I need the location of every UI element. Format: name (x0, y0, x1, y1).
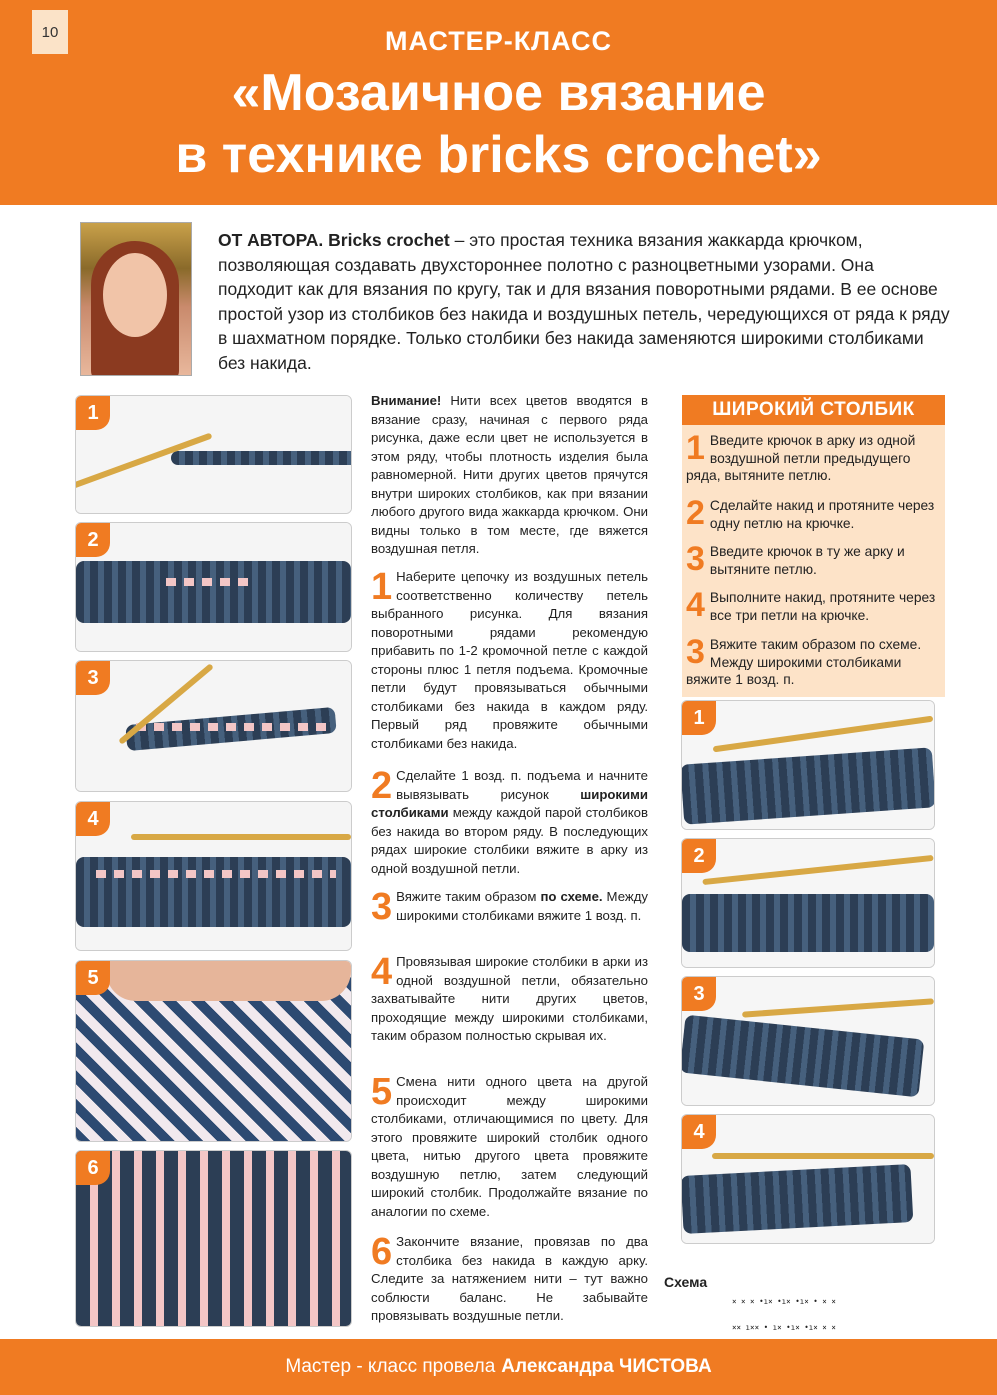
step-text: Наберите цепочку из воздушных петель соответственно количеству петель выбранного рисунка. Для вязания поворотными рядами рекомендую прибавить по 1-2 кромочной петле с каждой стороны плюс 1 петля подъема. Кромочные петли будут провязываться обычными столбиками без накида в каждом ряду. Первый ряд провяжите обычными столбиками без накида. (371, 569, 648, 751)
step-number: 1 (686, 429, 705, 467)
photo-number: 6 (76, 1151, 110, 1185)
schema-label: Схема (664, 1274, 708, 1290)
attention-note (371, 392, 648, 559)
photo-number: 2 (682, 839, 716, 873)
page-title (0, 62, 997, 186)
photo-number: 3 (682, 977, 716, 1011)
step-text-pre: Сделайте 1 возд. п. подъема и начните вывязывать рисунок (396, 768, 648, 802)
step-2 (371, 767, 648, 878)
step-photo-6 (75, 1150, 352, 1327)
step-text-bold: по схеме. (540, 889, 603, 904)
title-line-2: в технике bricks crochet» (175, 126, 822, 184)
header-banner (0, 0, 997, 205)
footer-text: Мастер - класс провела (285, 1356, 496, 1377)
footer (0, 1339, 997, 1395)
step-number: 3 (371, 886, 393, 928)
sidebar-step-1 (686, 429, 936, 485)
sidebar-photo-1 (681, 700, 935, 830)
photo-number: 4 (682, 1115, 716, 1149)
schema-row: ×× ı×× • ı× •ı× •ı× × × (732, 1322, 836, 1332)
photo-number: 4 (76, 802, 110, 836)
step-number: 3 (686, 633, 705, 671)
author-photo (80, 222, 192, 376)
step-text: Выполните накид, протяните через все три петли на крючке. (709, 590, 936, 623)
step-photo-1 (75, 395, 352, 514)
step-number: 5 (371, 1071, 393, 1113)
step-photo-4 (75, 801, 352, 951)
step-number: 4 (686, 586, 705, 624)
step-number: 3 (686, 540, 705, 578)
photo-number: 1 (76, 396, 110, 430)
step-photo-5 (75, 960, 352, 1142)
sidebar-photo-3 (681, 976, 935, 1106)
attention-text: Нити всех цветов вводятся в вязание сразу, начиная с первого ряда рисунка, даже если цвет не используется в этом ряду, чтобы плотность изделия была равномерной. Нити других цветов прячутся внутри широких столбиков, как при вязании любого другого вида жаккарда крючком. Они видны только в том месте, где вяжется воздушная петля. (371, 393, 648, 556)
sidebar-step-5 (686, 633, 936, 689)
step-text: Введите крючок в арку из одной воздушной петли предыдущего ряда, вытяните петлю. (686, 433, 916, 483)
sidebar-step-4 (686, 586, 936, 624)
step-number: 4 (371, 951, 393, 993)
step-text-bold: широкими столбиками (371, 786, 648, 820)
sidebar-title: ШИРОКИЙ СТОЛБИК (682, 395, 945, 425)
step-text-post: между каждой парой столбиков без накида во втором ряду. В последующих рядах широкие столбики вяжите в арку из одной воздушной петли. (371, 805, 648, 876)
step-number: 2 (686, 494, 705, 532)
step-5 (371, 1073, 648, 1221)
photo-number: 5 (76, 961, 110, 995)
sidebar-photo-2 (681, 838, 935, 968)
kicker: МАСТЕР-КЛАСС (385, 26, 612, 56)
step-number: 1 (371, 566, 393, 608)
sidebar-photo-4 (681, 1114, 935, 1244)
intro-paragraph (218, 228, 953, 375)
footer-author: Александра ЧИСТОВА (501, 1356, 712, 1377)
step-text: Вяжите таким образом по схеме. Между широкими столбиками вяжите 1 возд. п. (686, 637, 922, 687)
photo-number: 1 (682, 701, 716, 735)
step-number: 2 (371, 765, 393, 807)
sidebar-step-2 (686, 494, 936, 532)
step-text: Сделайте накид и протяните через одну петлю на крючке. (709, 498, 935, 531)
photo-number: 2 (76, 523, 110, 557)
page-number: 10 (32, 10, 68, 54)
step-text: Смена нити одного цвета на другой происходит между широкими столбиками, отличающимися по цвету. Для этого провяжите широкий столбик одного цвета, нитью другого цвета провяжите воздушную петлю, затем следующий широкий столбик. Продолжайте вязание по аналогии по схеме. (371, 1074, 648, 1219)
sidebar-step-3 (686, 540, 936, 578)
step-text: Введите крючок в ту же арку и вытяните петлю. (709, 544, 905, 577)
step-text-post: Между широкими столбиками вяжите 1 возд. п. (396, 889, 648, 923)
step-text-pre: Вяжите таким образом (396, 889, 541, 904)
step-6 (371, 1233, 648, 1326)
step-photo-2 (75, 522, 352, 652)
step-text: Закончите вязание, провязав по два столбика без накида в каждую арку. Следите за натяжением нити – тут важно соблюсти баланс. Не забывайте провязывать воздушные петли. (371, 1234, 648, 1323)
step-photo-3 (75, 660, 352, 792)
photo-number: 3 (76, 661, 110, 695)
step-text: Провязывая широкие столбики в арки из одной воздушной петли, обязательно захватывайте нити других цветов, проходящие между широкими столбиками, таким образом полностью скрывая их. (371, 954, 648, 1043)
step-4 (371, 953, 648, 1046)
schema-row: × × × •ı× •ı× •ı× • × × (732, 1297, 836, 1306)
intro-lead: ОТ АВТОРА. Bricks crochet (218, 230, 450, 250)
step-1 (371, 568, 648, 753)
step-3 (371, 886, 648, 928)
title-line-1: «Мозаичное вязание (231, 64, 766, 122)
intro-text: – это простая техника вязания жаккарда крючком, позволяющая создавать двухстороннее полотно с разноцветными узорами. Она подходит как для вязания по кругу, так и для вязания поворотными рядами. В ее основе простой узор из столбиков без накида и воздушных петель, чередующихся от ряда к ряду в шахматном порядке. Только столбики без накида заменяются широкими столбиками без накида. (218, 230, 950, 373)
step-number: 6 (371, 1231, 393, 1273)
attention-lead: Внимание! (371, 393, 442, 408)
